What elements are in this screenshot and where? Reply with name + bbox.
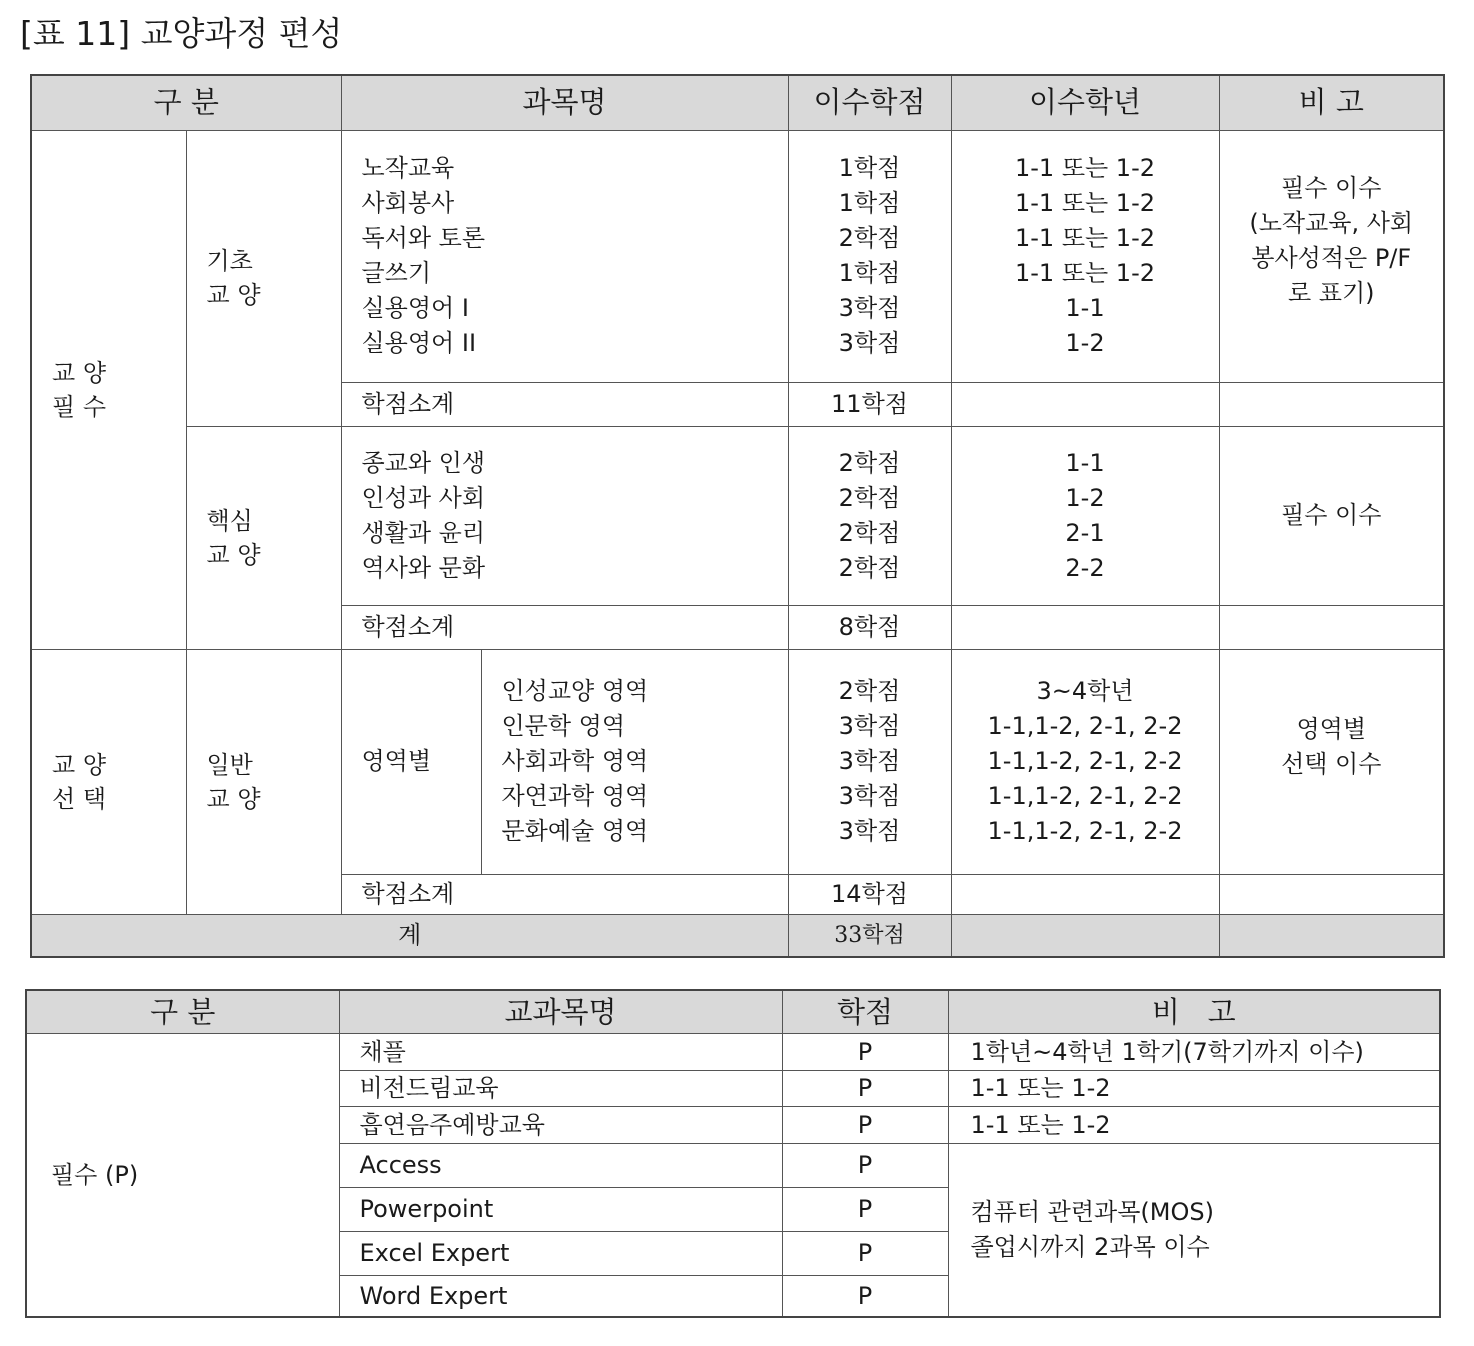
empty-cell — [951, 874, 1219, 914]
year-list — [952, 151, 1219, 361]
pass-fail-courses-table — [25, 989, 1441, 1318]
course-credit: P — [782, 1231, 948, 1275]
general-remark-cell: 영역별 선택 이수 — [1219, 649, 1444, 874]
basic-category-cell: 기초 교 양 — [186, 130, 341, 426]
course-credit: P — [782, 1187, 948, 1231]
empty-cell — [1219, 874, 1444, 914]
course-list — [502, 674, 788, 849]
course-credit: 2학점 — [838, 677, 901, 705]
course-credit: 3학점 — [838, 817, 901, 845]
table-row — [31, 130, 1444, 382]
total-row — [31, 914, 1444, 957]
course-name: 인문학 영역 — [501, 712, 626, 740]
basic-remark-cell: 필수 이수 (노작교육, 사회 봉사성적은 P/F 로 표기) — [1219, 130, 1444, 382]
pass-group-cell: 필수 (P) — [26, 1033, 339, 1317]
course-credit: P — [782, 1275, 948, 1317]
course-year: 1-1,1-2, 2-1, 2-2 — [987, 817, 1183, 845]
total-label: 계 — [31, 914, 788, 957]
course-remark: 1-1 또는 1-2 — [948, 1106, 1440, 1143]
course-name: 실용영어 II — [361, 329, 477, 357]
course-year: 1-1,1-2, 2-1, 2-2 — [987, 747, 1183, 775]
subtotal-value: 8학점 — [788, 605, 951, 649]
empty-cell — [951, 605, 1219, 649]
course-credit: 3학점 — [838, 294, 901, 322]
course-name: Access — [339, 1143, 782, 1187]
empty-cell — [1219, 605, 1444, 649]
table-header-row — [26, 990, 1440, 1033]
basic-courses-cell — [341, 130, 788, 382]
header-category: 구 분 — [31, 75, 341, 130]
course-name: 글쓰기 — [361, 259, 432, 287]
subtotal-label: 학점소계 — [341, 605, 788, 649]
subtotal-label: 학점소계 — [341, 382, 788, 426]
course-name: 독서와 토론 — [361, 224, 486, 252]
course-name: 자연과학 영역 — [501, 782, 649, 810]
course-name: 사회과학 영역 — [501, 747, 649, 775]
core-courses-cell — [341, 426, 788, 605]
header-remarks: 비 고 — [948, 990, 1440, 1033]
course-remark: 1학년~4학년 1학기(7학기까지 이수) — [948, 1033, 1440, 1070]
empty-cell — [951, 914, 1219, 957]
course-credit: 3학점 — [838, 712, 901, 740]
course-credit: 2학점 — [838, 518, 901, 547]
table-header-row — [31, 75, 1444, 130]
course-name: 비전드림교육 — [339, 1070, 782, 1106]
core-remark-cell: 필수 이수 — [1219, 426, 1444, 605]
header-remarks: 비 고 — [1219, 75, 1444, 130]
elective-group-cell: 교 양 선 택 — [31, 649, 186, 914]
course-name: 문화예술 영역 — [501, 817, 649, 845]
header-year: 이수학년 — [951, 75, 1219, 130]
general-years-cell — [951, 649, 1219, 874]
course-credit: 2학점 — [838, 553, 901, 582]
credit-list — [789, 446, 951, 586]
core-years-cell — [951, 426, 1219, 605]
total-value: 33학점 — [788, 914, 951, 957]
course-credit: 1학점 — [838, 259, 901, 287]
course-credit: 1학점 — [838, 154, 901, 182]
course-year: 1-1 — [1065, 448, 1105, 477]
core-category-cell: 핵심 교 양 — [186, 426, 341, 649]
course-credit: 2학점 — [838, 448, 901, 477]
page-title: [표 11] 교양과정 편성 — [20, 14, 343, 53]
course-name: Powerpoint — [339, 1187, 782, 1231]
general-courses-cell — [481, 649, 788, 874]
credit-list — [789, 151, 951, 361]
empty-cell — [1219, 914, 1444, 957]
year-list — [952, 446, 1219, 586]
course-credit: 1학점 — [838, 189, 901, 217]
course-year: 1-1,1-2, 2-1, 2-2 — [987, 782, 1183, 810]
table-row — [26, 1033, 1440, 1070]
course-credit: 3학점 — [838, 747, 901, 775]
empty-cell — [1219, 382, 1444, 426]
course-year: 1-2 — [1065, 483, 1105, 512]
course-year: 1-1 또는 1-2 — [1014, 259, 1156, 287]
subtotal-label: 학점소계 — [341, 874, 788, 914]
course-year: 1-1 또는 1-2 — [1014, 189, 1156, 217]
course-name: 역사와 문화 — [361, 553, 486, 582]
course-list — [362, 446, 788, 586]
course-credit: P — [782, 1070, 948, 1106]
credit-list — [789, 674, 951, 849]
course-year: 1-2 — [1065, 329, 1105, 357]
subtotal-value: 14학점 — [788, 874, 951, 914]
required-group-cell: 교 양 필 수 — [31, 130, 186, 649]
header-credits: 이수학점 — [788, 75, 951, 130]
course-year: 3~4학년 — [1036, 677, 1134, 705]
header-credit: 학점 — [782, 990, 948, 1033]
table-row — [31, 426, 1444, 605]
table-row — [31, 649, 1444, 874]
area-label-cell: 영역별 — [341, 649, 481, 874]
course-credit: 2학점 — [838, 483, 901, 512]
computer-remark-cell: 컴퓨터 관련과목(MOS) 졸업시까지 2과목 이수 — [948, 1143, 1440, 1317]
course-name: 흡연음주예방교육 — [339, 1106, 782, 1143]
course-name: 노작교육 — [361, 154, 455, 182]
empty-cell — [951, 382, 1219, 426]
subtotal-value: 11학점 — [788, 382, 951, 426]
course-year: 1-1,1-2, 2-1, 2-2 — [987, 712, 1183, 740]
header-category: 구 분 — [26, 990, 339, 1033]
basic-years-cell — [951, 130, 1219, 382]
liberal-arts-curriculum-table — [30, 74, 1445, 958]
course-credit: 2학점 — [838, 224, 901, 252]
year-list — [952, 674, 1219, 849]
header-course-name: 교과목명 — [339, 990, 782, 1033]
course-name: Excel Expert — [339, 1231, 782, 1275]
course-year: 1-1 또는 1-2 — [1014, 154, 1156, 182]
course-name: 채플 — [339, 1033, 782, 1070]
course-name: 인성교양 영역 — [501, 677, 649, 705]
course-credit: P — [782, 1143, 948, 1187]
course-credit: 3학점 — [838, 329, 901, 357]
general-credits-cell — [788, 649, 951, 874]
general-category-cell: 일반 교 양 — [186, 649, 341, 914]
course-name: 종교와 인생 — [361, 448, 486, 477]
course-year: 1-1 — [1065, 294, 1105, 322]
course-name: 생활과 윤리 — [361, 518, 486, 547]
basic-credits-cell — [788, 130, 951, 382]
course-credit: P — [782, 1106, 948, 1143]
course-remark: 1-1 또는 1-2 — [948, 1070, 1440, 1106]
course-credit: 3학점 — [838, 782, 901, 810]
core-credits-cell — [788, 426, 951, 605]
course-year: 2-1 — [1065, 518, 1105, 547]
course-year: 2-2 — [1065, 553, 1105, 582]
course-name: 인성과 사회 — [361, 483, 486, 512]
header-course-name: 과목명 — [341, 75, 788, 130]
course-credit: P — [782, 1033, 948, 1070]
course-name: 실용영어 I — [361, 294, 469, 322]
course-name: Word Expert — [339, 1275, 782, 1317]
course-name: 사회봉사 — [361, 189, 455, 217]
course-year: 1-1 또는 1-2 — [1014, 224, 1156, 252]
course-list — [362, 151, 788, 361]
